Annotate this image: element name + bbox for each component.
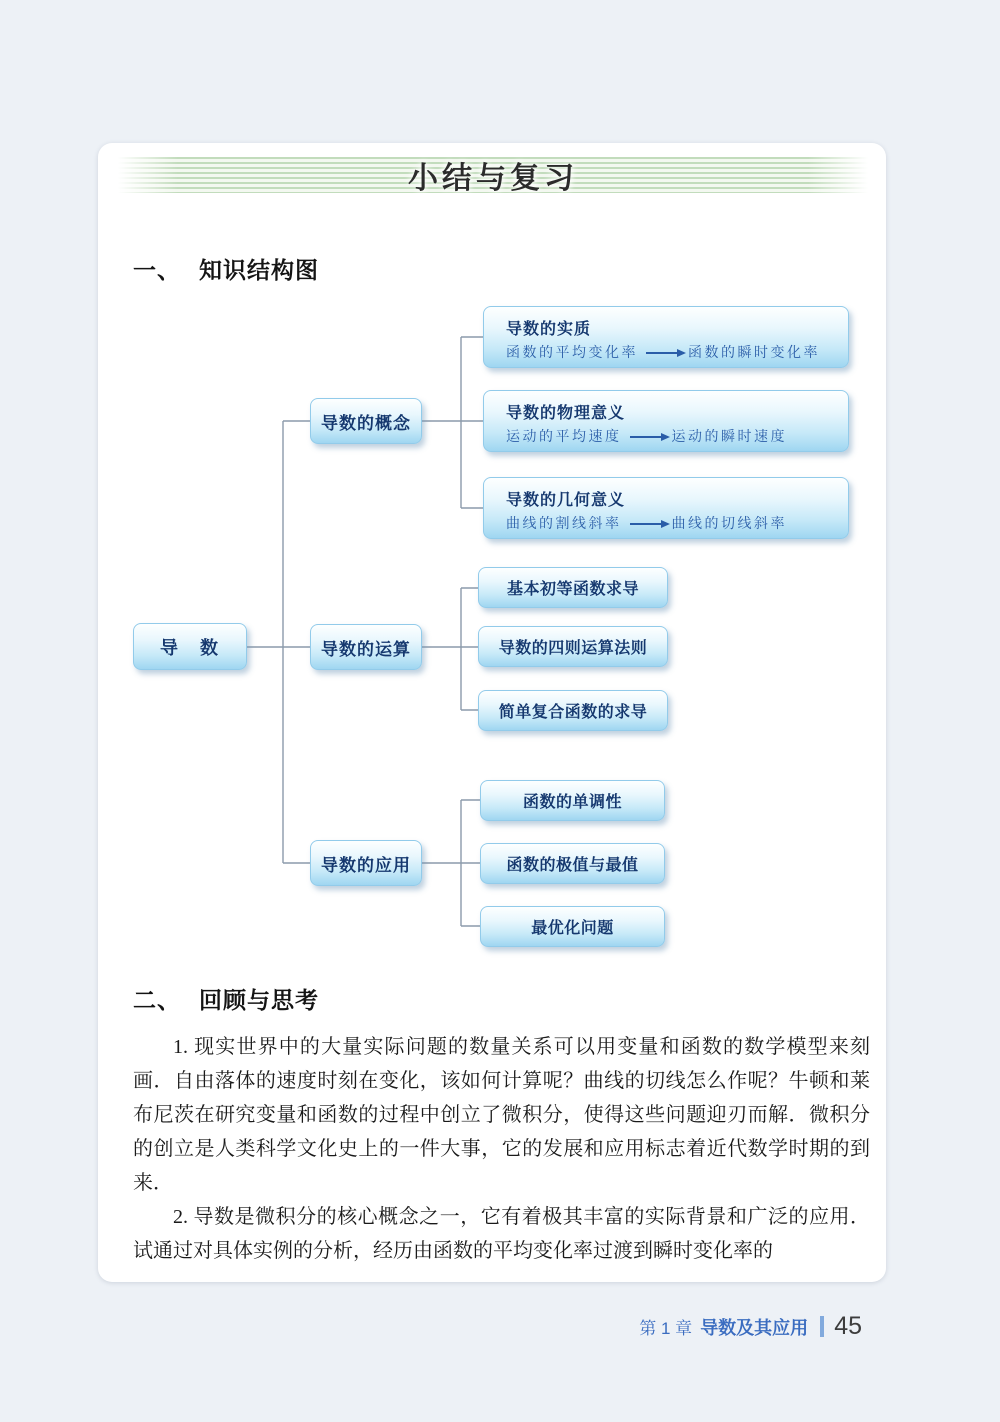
flow-to-text: 运动的瞬时速度 — [671, 428, 787, 444]
node-title: 导数的几何意义 — [506, 492, 626, 509]
node-subtitle — [506, 426, 848, 446]
node-basic-functions-derivative — [478, 567, 668, 608]
review-paragraph-1: 1. 现实世界中的大量实际问题的数量关系可以用变量和函数的数学模型来刻画．自由落体的速度时刻在变化，该如何计算呢？曲线的切线怎么作呢？牛顿和莱布尼茨在研究变量和函数的过程中创立了微积分，使得这些问题迎刃而解．微积分的创立是人类科学文化史上的一件大事，它的发展和应用标志着近代数学时期的到来． — [133, 1036, 870, 1194]
node-label: 函数的单调性 — [522, 794, 622, 811]
node-label: 导 数 — [160, 637, 220, 658]
node-label: 导数的概念 — [321, 413, 411, 433]
footer-divider-bar — [820, 1316, 824, 1337]
node-derivative-applications — [310, 840, 422, 886]
node-derivative-root — [133, 623, 247, 670]
review-text-block — [133, 1030, 870, 1268]
footer-chapter-number: 第 1 章 — [639, 1319, 693, 1338]
flow-to-text: 函数的瞬时变化率 — [688, 344, 820, 360]
node-four-operations-rules — [478, 626, 668, 667]
section-1-number: 一、 — [133, 257, 181, 283]
node-title: 导数的物理意义 — [506, 405, 626, 422]
footer-page-number: 45 — [834, 1312, 862, 1340]
node-label: 导数的四则运算法则 — [498, 640, 648, 657]
page-footer — [639, 1312, 862, 1341]
section-2-title: 回顾与思考 — [199, 987, 319, 1013]
review-paragraph-2: 2. 导数是微积分的核心概念之一，它有着极其丰富的实际背景和广泛的应用．试通过对具体实例的分析，经历由函数的平均变化率过渡到瞬时变化率的 — [133, 1206, 870, 1262]
node-label: 导数的应用 — [321, 855, 411, 875]
long-arrow-icon — [630, 523, 668, 525]
knowledge-structure-diagram — [98, 290, 886, 960]
node-subtitle — [506, 513, 848, 533]
section-1-heading — [133, 252, 319, 285]
node-label: 简单复合函数的求导 — [498, 704, 648, 721]
flow-to-text: 曲线的切线斜率 — [671, 515, 787, 531]
node-derivative-concept — [310, 398, 422, 444]
node-monotonicity — [480, 780, 665, 821]
node-label: 函数的极值与最值 — [506, 857, 639, 874]
node-title: 导数的实质 — [506, 321, 592, 338]
flow-from-text: 函数的平均变化率 — [506, 344, 638, 360]
node-optimization — [480, 906, 665, 947]
node-label: 最优化问题 — [531, 920, 614, 937]
flow-from-text: 运动的平均速度 — [506, 428, 622, 444]
node-extrema — [480, 843, 665, 884]
section-2-number: 二、 — [133, 987, 181, 1013]
long-arrow-icon — [646, 352, 684, 354]
node-subtitle — [506, 342, 848, 362]
long-arrow-icon — [630, 436, 668, 438]
node-geometric-meaning — [483, 477, 849, 539]
section-2-heading — [133, 982, 319, 1015]
node-physical-meaning — [483, 390, 849, 452]
node-label: 导数的运算 — [321, 639, 411, 659]
section-1-title: 知识结构图 — [199, 257, 319, 283]
summary-review-banner — [118, 157, 868, 193]
node-derivative-essence — [483, 306, 849, 368]
node-composite-functions-derivative — [478, 690, 668, 731]
banner-title: 小结与复习 — [408, 162, 578, 195]
node-derivative-operations — [310, 624, 422, 670]
footer-chapter-title: 导数及其应用 — [700, 1317, 809, 1338]
node-label: 基本初等函数求导 — [506, 581, 639, 598]
flow-from-text: 曲线的割线斜率 — [506, 515, 622, 531]
